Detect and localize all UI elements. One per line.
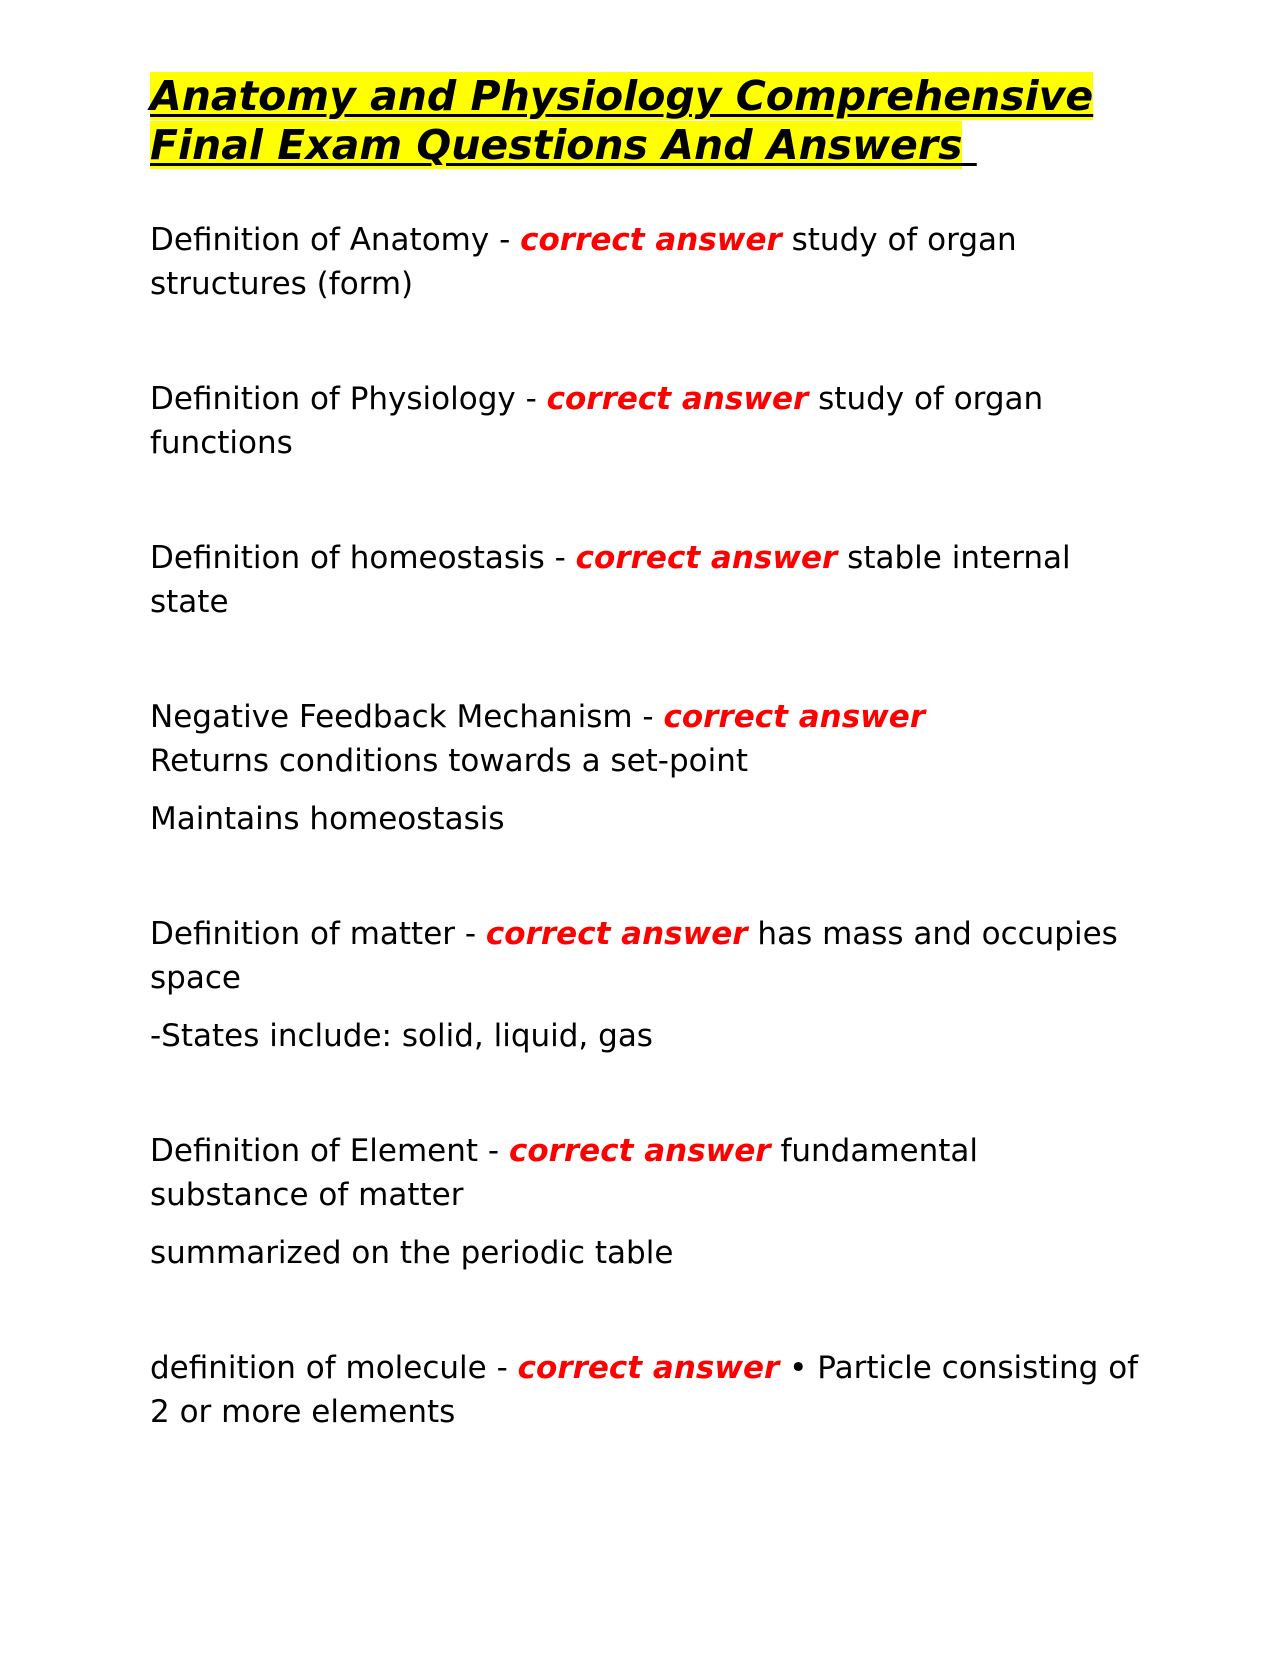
qa-text	[150, 1346, 1140, 1434]
question-text: Definition of homeostasis -	[150, 540, 576, 576]
qa-text	[150, 1129, 1140, 1217]
answer-text: fundamental substance of matter	[150, 1133, 979, 1213]
answer-text: • Particle consisting of 2 or more elements	[150, 1350, 1139, 1430]
answer-text: study of organ structures (form)	[150, 222, 1017, 302]
title-line-2: Final Exam Questions And Answers	[150, 121, 963, 169]
qa-item-negative-feedback	[150, 695, 1280, 841]
answer-text: Returns conditions towards a set-point	[150, 743, 749, 779]
qa-item-molecule	[150, 1346, 1280, 1434]
qa-text	[150, 695, 1140, 783]
correct-answer-label: correct answer	[575, 540, 838, 576]
qa-item-element	[150, 1129, 1280, 1275]
answer-extra-line: Maintains homeostasis	[150, 801, 505, 837]
qa-text	[150, 912, 1140, 1000]
question-text: definition of molecule -	[150, 1350, 518, 1386]
qa-text	[150, 536, 1140, 624]
qa-item-physiology	[150, 377, 1280, 465]
correct-answer-label: correct answer	[520, 222, 782, 258]
qa-text	[150, 377, 1140, 465]
qa-item-matter	[150, 912, 1280, 1058]
answer-text: stable internal state	[150, 540, 1071, 620]
correct-answer-label: correct answer	[508, 1133, 771, 1169]
title-line-1: Anatomy and Physiology Comprehensive	[150, 72, 1094, 120]
answer-extra-line: -States include: solid, liquid, gas	[150, 1018, 653, 1054]
qa-item-homeostasis	[150, 536, 1280, 624]
question-text: Definition of matter -	[150, 916, 486, 952]
qa-item-anatomy	[150, 218, 1280, 306]
answer-extra-line: summarized on the periodic table	[150, 1235, 674, 1271]
qa-text	[150, 218, 1140, 306]
document-title	[150, 72, 1280, 170]
correct-answer-label: correct answer	[485, 916, 748, 952]
question-text: Definition of Element -	[150, 1133, 509, 1169]
question-text: Definition of Anatomy -	[150, 222, 521, 258]
answer-text: has mass and occupies space	[150, 916, 1118, 996]
question-text: Definition of Physiology -	[150, 381, 547, 417]
correct-answer-label: correct answer	[517, 1350, 780, 1386]
answer-text: study of organ functions	[150, 381, 1044, 461]
correct-answer-label: correct answer	[546, 381, 809, 417]
question-text: Negative Feedback Mechanism -	[150, 699, 664, 735]
correct-answer-label: correct answer	[663, 699, 926, 735]
